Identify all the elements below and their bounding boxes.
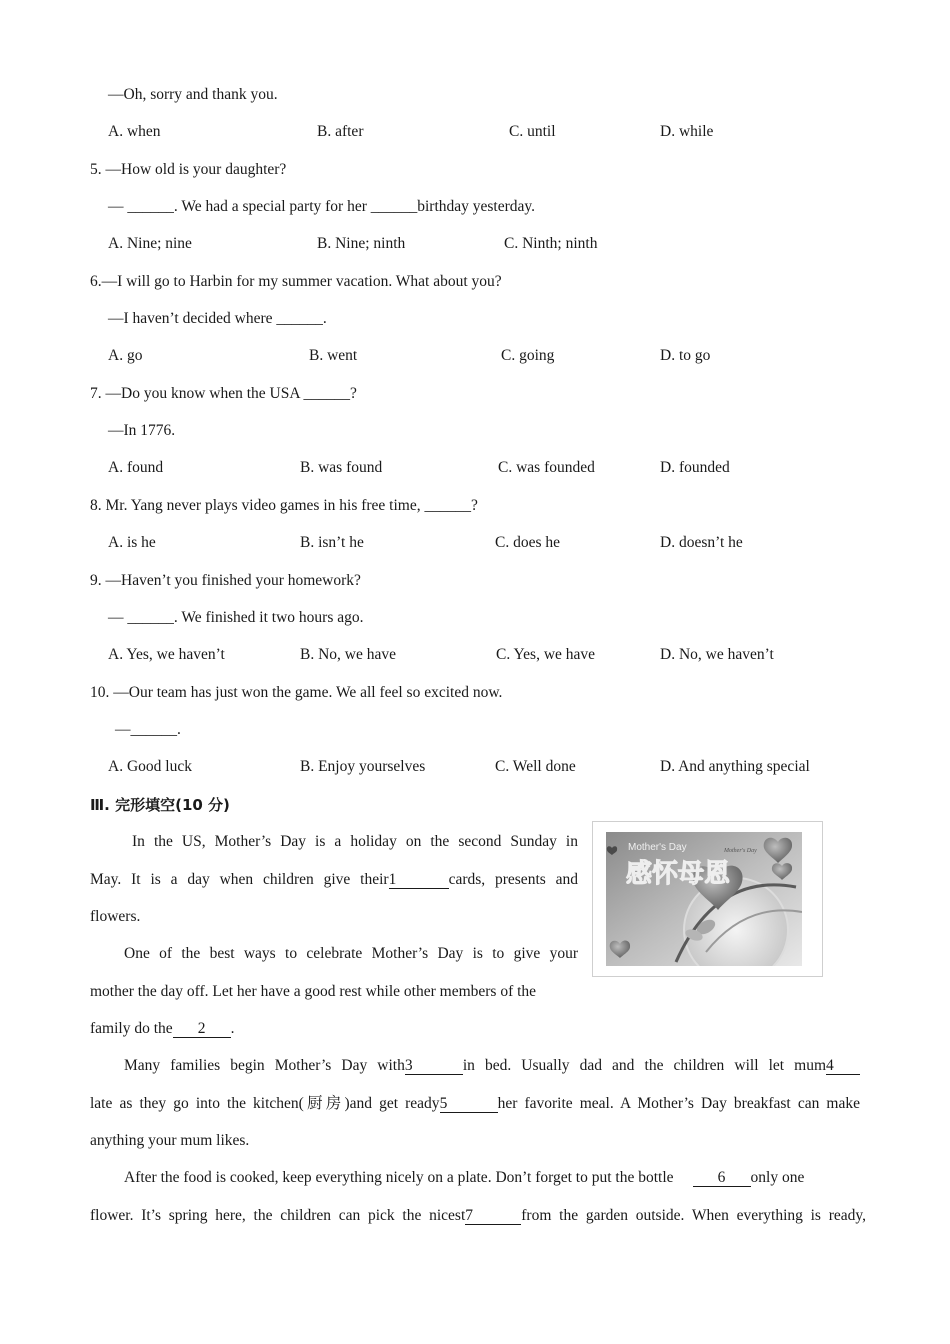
option-d: D. to go: [660, 347, 711, 364]
option-d: D. while: [660, 123, 714, 140]
passage-text: flower. It’s spring here, the children can pick the nicest: [90, 1207, 466, 1224]
option-d: D. No, we haven’t: [660, 646, 774, 663]
passage-line: [90, 1206, 866, 1226]
option-b: B. was found: [300, 459, 383, 476]
option-d: D. doesn’t he: [660, 534, 743, 551]
passage-text: from the garden outside. When everything is ready,: [521, 1207, 866, 1224]
option-b: B. isn’t he: [300, 534, 364, 551]
dialog-line: — ______. We finished it two hours ago.: [108, 609, 364, 626]
option-c: C. going: [501, 347, 555, 364]
passage-text: only one: [750, 1169, 805, 1186]
mothers-day-image: [592, 821, 823, 977]
blank-1: 1: [389, 871, 449, 889]
option-c: C. until: [509, 123, 556, 140]
passage-text: in bed. Usually dad and the children will let mum: [462, 1057, 827, 1074]
option-a: A. go: [108, 347, 143, 364]
option-b: B. Nine; ninth: [317, 235, 406, 252]
option-a: A. found: [108, 459, 164, 476]
option-b: B. No, we have: [300, 646, 396, 663]
passage-text: cards, presents and: [448, 871, 579, 888]
passage-text: late as they go into the kitchen(厨房)and get ready: [90, 1095, 440, 1112]
option-a: A. is he: [108, 534, 156, 551]
dialog-line: —______.: [115, 721, 181, 738]
question-7-stem: 7. —Do you know when the USA ______?: [90, 385, 357, 402]
passage-text: .: [230, 1020, 235, 1037]
option-c: C. Well done: [495, 758, 576, 775]
image-caption-en: Mother's Day: [628, 842, 687, 853]
passage-line: [90, 1019, 235, 1039]
question-6-stem: 6.—I will go to Harbin for my summer vacation. What about you?: [90, 273, 502, 290]
question-8-stem: 8. Mr. Yang never plays video games in his free time, ______?: [90, 497, 478, 514]
passage-line: In the US, Mother’s Day is a holiday on the second Sunday in: [132, 833, 578, 850]
passage-line: [124, 1168, 804, 1188]
option-a: A. when: [108, 123, 161, 140]
dialog-line: —In 1776.: [108, 422, 176, 439]
passage-line: flowers.: [90, 908, 141, 925]
mothers-day-illustration: [606, 832, 802, 966]
option-a: A. Nine; nine: [108, 235, 192, 252]
option-c: C. was founded: [498, 459, 595, 476]
blank-2: 2: [173, 1020, 231, 1038]
image-caption-small: Mother's Day: [724, 848, 757, 854]
blank-3: 3: [405, 1057, 463, 1075]
dialog-line: —Oh, sorry and thank you.: [108, 86, 278, 103]
passage-text: her favorite meal. A Mother’s Day breakfast can make: [497, 1095, 860, 1112]
passage-line: mother the day off. Let her have a good rest while other members of the: [90, 983, 537, 1000]
option-d: D. founded: [660, 459, 730, 476]
section-title: Ⅲ. 完形填空(10 分): [90, 796, 230, 814]
passage-line: anything your mum likes.: [90, 1132, 250, 1149]
option-b: B. went: [309, 347, 358, 364]
passage-line: [124, 1056, 860, 1076]
blank-5: 5: [440, 1095, 498, 1113]
option-c: C. Ninth; ninth: [504, 235, 598, 252]
passage-line: [90, 1094, 860, 1114]
passage-line: [90, 870, 578, 890]
option-b: B. after: [317, 123, 364, 140]
passage-line: One of the best ways to celebrate Mother’s Day is to give your: [124, 945, 578, 962]
dialog-line: —I haven’t decided where ______.: [108, 310, 327, 327]
image-caption-cn: 感怀母恩: [626, 859, 731, 889]
passage-text: family do the: [90, 1020, 173, 1037]
question-10-stem: 10. —Our team has just won the game. We all feel so excited now.: [90, 684, 503, 701]
option-c: C. does he: [495, 534, 561, 551]
passage-text: May. It is a day when children give their: [90, 871, 389, 888]
option-b: B. Enjoy yourselves: [300, 758, 426, 775]
option-a: A. Yes, we haven’t: [108, 646, 225, 663]
option-d: D. And anything special: [660, 758, 810, 775]
question-9-stem: 9. —Haven’t you finished your homework?: [90, 572, 361, 589]
passage-text: After the food is cooked, keep everything nicely on a plate. Don’t forget to put the bottle: [124, 1169, 674, 1186]
option-a: A. Good luck: [108, 758, 192, 775]
passage-text: Many families begin Mother’s Day with: [124, 1057, 405, 1074]
dialog-line: — ______. We had a special party for her ______birthday yesterday.: [108, 198, 536, 215]
question-5-stem: 5. —How old is your daughter?: [90, 161, 287, 178]
blank-6: 6: [693, 1169, 751, 1187]
option-c: C. Yes, we have: [496, 646, 596, 663]
blank-7: 7: [465, 1207, 521, 1225]
blank-4: 4: [826, 1057, 860, 1075]
